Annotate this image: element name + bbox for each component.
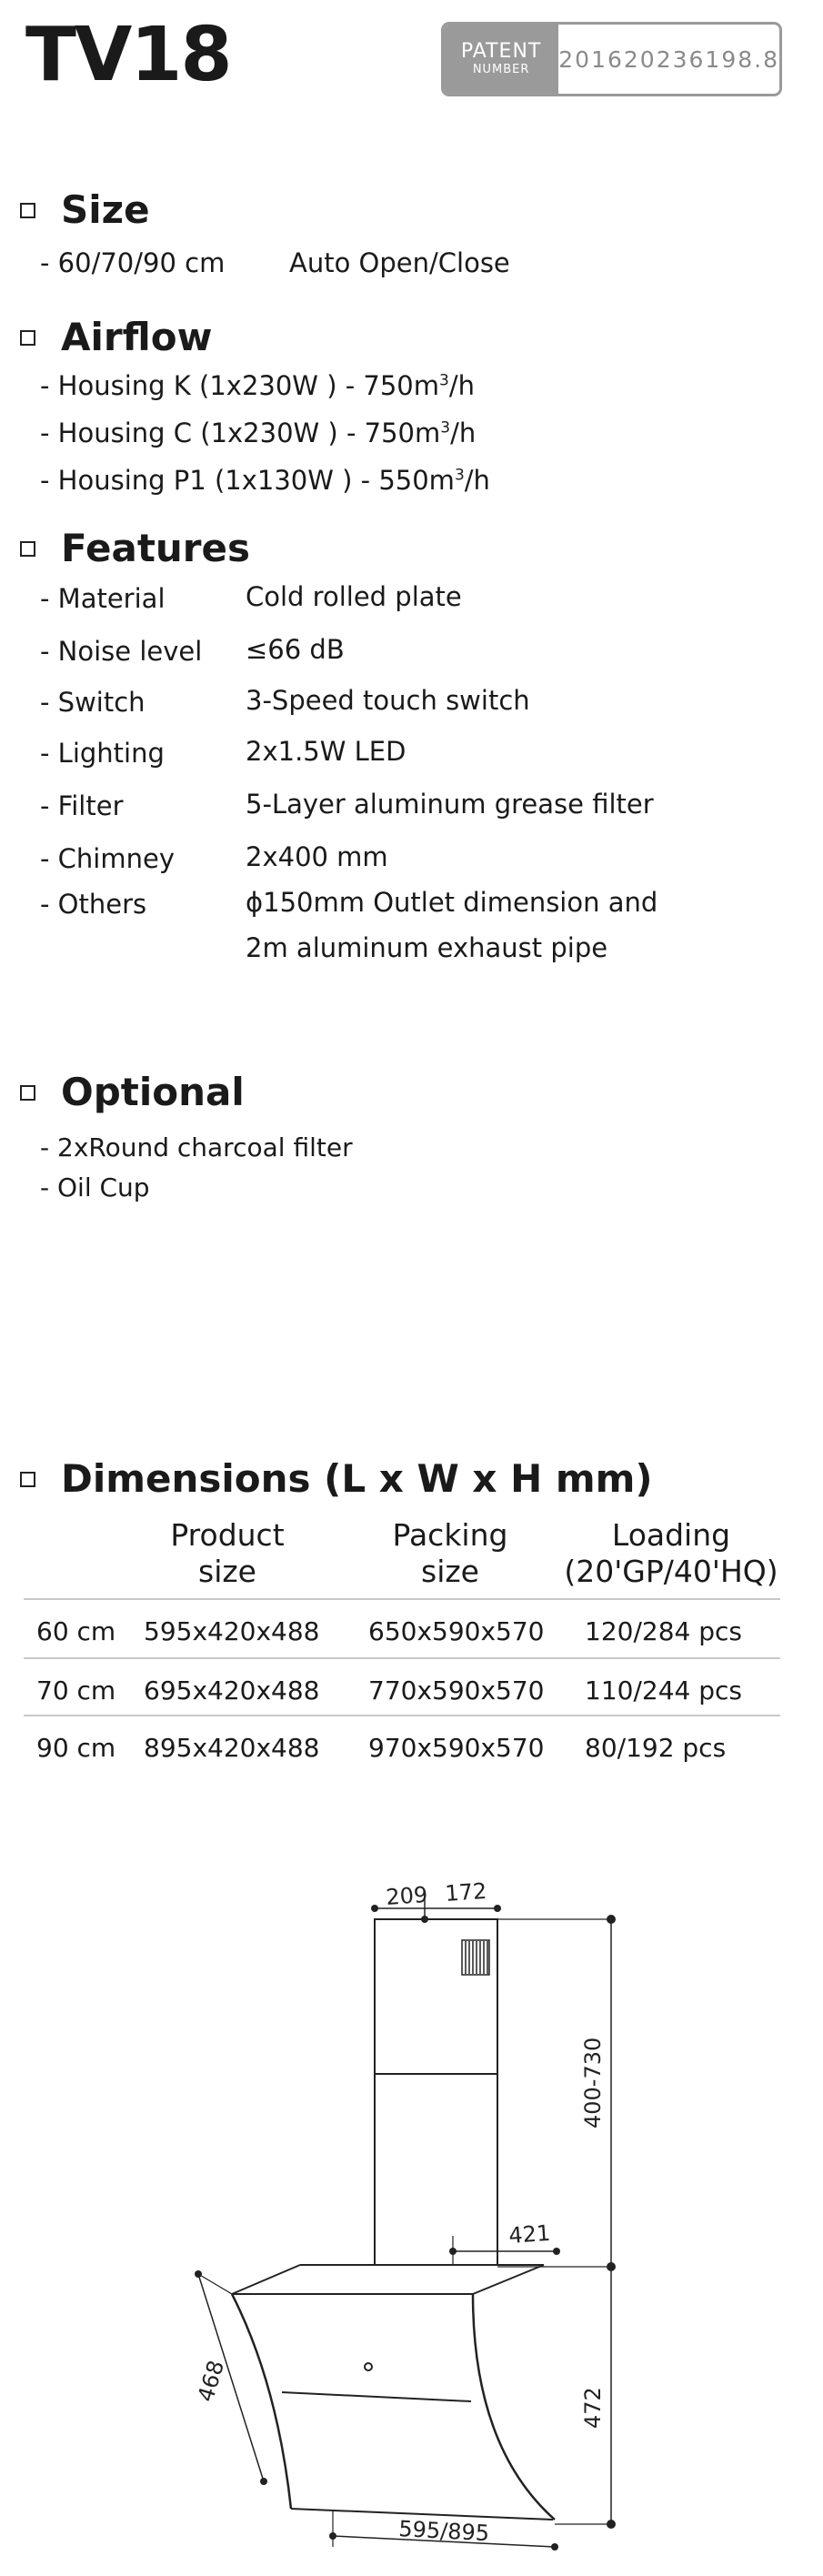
feature-label: - Chimney [40,843,176,874]
optional-item: - Oil Cup [40,1172,150,1202]
dim-label-468: 468 [192,2357,230,2405]
patent-label-line1: PATENT [460,40,542,64]
optional-item: - 2xRound charcoal filter [40,1132,353,1162]
table-cell: 650x590x570 [368,1616,545,1646]
features-title: Features [61,526,250,570]
size-auto-open: Auto Open/Close [289,247,510,278]
dimension-drawing [0,1856,823,2576]
patent-label-line2: NUMBER [472,63,530,77]
airflow-item: - Housing P1 (1x130W ) - $550m^3/h$ [40,465,490,496]
table-divider [24,1598,780,1600]
feature-label: - Switch [40,687,146,718]
table-cell: 60 cm [36,1616,116,1646]
table-cell: 120/284 pcs [585,1616,742,1646]
column-header: Packing size [392,1517,508,1589]
column-header: Loading (20'GP/40'HQ) [564,1517,778,1589]
patent-number: 201620236198.8 [558,45,779,73]
features-heading [20,526,250,570]
patent-label [444,25,558,94]
airflow-heading [20,315,213,359]
size-line: - 60/70/90 cm [40,247,226,278]
table-divider [24,1715,780,1716]
feature-label: - Material [40,583,166,614]
dim-label-172: 172 [444,1877,488,1907]
feature-value: ϕ150mm Outlet dimension and [246,887,658,918]
feature-value: 2x400 mm [246,841,388,872]
table-cell: 595x420x488 [144,1616,320,1646]
feature-label: - Others [40,889,147,920]
optional-heading [20,1070,245,1114]
feature-label: - Noise level [40,636,203,667]
airflow-title: Airflow [61,315,213,359]
feature-value-continued: 2m aluminum exhaust pipe [246,932,608,963]
table-cell: 110/244 pcs [585,1675,742,1706]
airflow-item: - Housing K (1x230W ) - $750m^3/h$ [40,370,475,401]
dim-label-421: 421 [507,2219,552,2249]
dimensions-title: Dimensions (L x W x H mm) [61,1456,653,1501]
table-cell: 70 cm [36,1675,116,1706]
table-cell: 970x590x570 [368,1733,545,1763]
table-cell: 90 cm [36,1733,116,1763]
checkbox-square-icon [20,203,35,218]
column-header: Product size [170,1517,285,1589]
dim-label-472: 472 [580,2387,606,2429]
table-cell: 695x420x488 [144,1675,320,1706]
feature-label: - Filter [40,790,124,821]
feature-value: 5-Layer aluminum grease filter [246,789,654,820]
feature-label: - Lighting [40,738,165,769]
patent-badge [441,22,782,96]
checkbox-square-icon [20,330,35,346]
size-heading [20,187,150,232]
feature-value: 3-Speed touch switch [246,685,530,716]
dim-label-595-895: 595/895 [397,2516,490,2547]
table-cell: 895x420x488 [144,1733,320,1763]
checkbox-square-icon [20,1085,35,1101]
table-divider [24,1657,780,1659]
size-title: Size [61,187,150,232]
feature-value: Cold rolled plate [246,581,462,612]
optional-title: Optional [61,1070,245,1114]
product-title: TV18 [25,12,231,98]
dim-label-209: 209 [385,1881,429,1910]
feature-value: ≤66 dB [246,634,345,665]
dimensions-heading [20,1456,653,1501]
checkbox-square-icon [20,541,35,557]
airflow-item: - Housing C (1x230W ) - $750m^3/h$ [40,418,477,448]
dim-label-400-730: 400-730 [580,2037,606,2128]
table-cell: 80/192 pcs [585,1733,727,1763]
table-cell: 770x590x570 [368,1675,545,1706]
feature-value: 2x1.5W LED [246,736,406,767]
checkbox-square-icon [20,1472,35,1487]
